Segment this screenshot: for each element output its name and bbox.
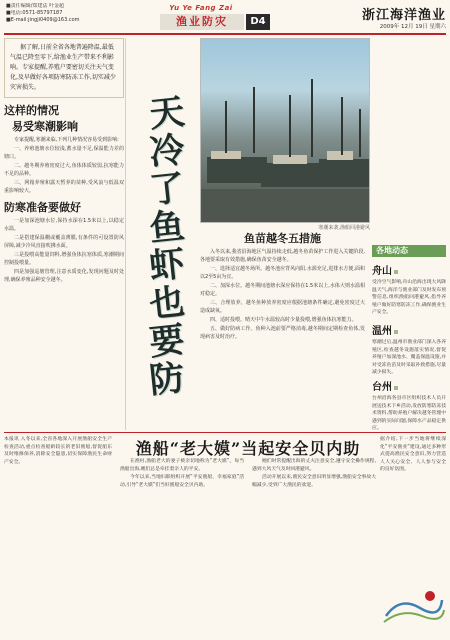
main-headline bbox=[137, 91, 197, 415]
section-heading-preparation bbox=[4, 199, 124, 215]
email-line: ■E-mail:jingji0409@163.com bbox=[6, 17, 80, 23]
section-body-conditions bbox=[4, 136, 124, 195]
harbor-photo bbox=[200, 38, 370, 223]
paragraph: 二、加深水位。越冬期间池塘水深应保持在1.5米以上,水体大则水温相对稳定。 bbox=[200, 283, 365, 297]
bottom-article-body bbox=[120, 458, 376, 490]
paragraph: 活动开展以来,渔民安全意识明显增强,渔船安全事故大幅减少,受到广大渔民的欢迎。 bbox=[252, 475, 376, 488]
bottom-right-text: 据介绍,下一步当地将继续深化“平安渔业”建设,通过多种形式提高渔民安全意识,努力营造人人关心安全、人人参与安全的良好氛围。 bbox=[380, 437, 446, 473]
paragraph: 一、选择适宜越冬场所。越冬池应背风向阳,水源充足,进排水方便,面积以2至5亩为宜。 bbox=[200, 266, 365, 280]
left-column bbox=[4, 38, 124, 285]
paragraph: 二是搭建保温棚或覆盖薄膜,有条件的可设置防风屏障,减少冷风直接吹拂水面。 bbox=[4, 235, 124, 249]
photo-caption: 寒潮来袭,渔船回港避风 bbox=[318, 225, 370, 231]
paragraph: 一、养殖池塘水位较浅,蓄水量不足,保温能力差的塘口。 bbox=[4, 146, 124, 160]
headline-char: 鱼 bbox=[147, 205, 187, 250]
bottom-article-title: 渔船“老大嫫”当起安全贝内助 bbox=[135, 439, 361, 458]
middle-article-title: 鱼苗越冬五措施 bbox=[244, 232, 321, 245]
headline-char: 冷 bbox=[147, 129, 187, 174]
headline-char: 要 bbox=[147, 319, 187, 364]
section-heading-conditions bbox=[4, 102, 124, 134]
bottom-left-text: 本报讯 入冬以来,全省各地深入开展渔船安全生产检查活动,重点检查船龄较长的老旧渔船,督促船东及时维修保养,消除安全隐患,切实保障渔民生命财产安全。 bbox=[4, 437, 112, 465]
paragraph: 三、合理放养。越冬鱼种放养密度应根据池塘条件确定,避免密度过大造成缺氧。 bbox=[200, 300, 365, 314]
paragraph: 专家提醒,寒潮来临,下列几种情况容易受到影响: bbox=[14, 137, 119, 143]
region-text: 受冷空气影响,舟山沿海出现大风降温天气,海洋与渔业部门及时发布预警信息,组织渔船回港避风,指导养殖户做好防寒防冻工作,确保渔业生产安全。 bbox=[372, 280, 446, 316]
paragraph: 在渔村,渔船老大的妻子被亲切地称为“老大嫫”。每当渔船出海,她们总是牵挂着亲人的平安。 bbox=[120, 459, 244, 472]
region-zhoushan bbox=[372, 262, 446, 317]
editor-line: ■责任编辑/郑建法 叶金超 bbox=[6, 3, 64, 9]
paragraph: 三、网箱养殖和露天暂养的苗种,受风浪与低温双重影响较大。 bbox=[4, 180, 124, 194]
page-number-badge: D4 bbox=[246, 14, 270, 30]
paragraph: 五、做好防病工作。鱼种入池前要严格消毒,越冬期间定期检查鱼体,发现病害及时治疗。 bbox=[200, 326, 365, 340]
newspaper-name: 浙江海洋渔业 bbox=[361, 8, 446, 23]
header-rule bbox=[4, 33, 446, 35]
column-pinyin: Yu Ye Fang Zai bbox=[169, 4, 233, 12]
column-name: 渔业防灾 bbox=[160, 14, 244, 30]
headline-char: 天 bbox=[147, 91, 187, 136]
paragraph: 三是投喂高能量饲料,增强鱼体抗寒体质,寒潮期间控制投喂量。 bbox=[4, 252, 124, 266]
headline-char: 防 bbox=[147, 357, 187, 402]
section-heading-line: 这样的情况 bbox=[4, 104, 59, 117]
region-name: 舟山 bbox=[372, 266, 392, 277]
paragraph: 二、越冬期养殖密度过大,鱼体体质较弱,抗寒能力不足的品种。 bbox=[4, 163, 124, 177]
issue-date: 2009年 12月 19日 星期六 bbox=[379, 24, 446, 30]
region-text: 台州沿海各县市区组织技术人员开展送技术下乡活动,发放防寒防冻技术资料,帮助养殖户解决越冬管理中遇到的实际问题,保障水产品稳定供应。 bbox=[372, 396, 446, 432]
section-heading-line: 防寒准备要做好 bbox=[4, 201, 81, 214]
phone-line: ■电话:0571-85797187 bbox=[6, 10, 63, 16]
paragraph: 她们时常提醒出海的丈夫注意安全,遵守安全操作规程,遇到大风天气及时回港避风。 bbox=[252, 459, 376, 472]
headline-char: 了 bbox=[147, 167, 187, 212]
headline-char: 也 bbox=[147, 281, 187, 326]
editor-info bbox=[6, 3, 121, 24]
paragraph: 今年以来,当地妇联组织开展“平安渔船、幸福家庭”活动,引导“老大嫫”们当好渔船安全贝内助。 bbox=[120, 475, 244, 488]
region-wenzhou bbox=[372, 322, 446, 377]
paragraph: 四是加强巡塘管理,注意水质变化,发现问题及时处理,确保养殖品种安全越冬。 bbox=[4, 269, 124, 283]
intro-box: 据了解,日前全省各地普遍降温,最低气温已降至零下,给渔业生产带来不利影响。专家提醒,养殖户要密切关注天气变化,及早做好各项防寒防冻工作,切实减少灾害损失。 bbox=[4, 38, 124, 98]
region-name: 温州 bbox=[372, 326, 392, 337]
page-header bbox=[0, 0, 450, 34]
headline-char: 虾 bbox=[147, 243, 187, 288]
paragraph: 一是加深池塘水位,保持水深在1.5米以上,以稳定水温。 bbox=[4, 218, 124, 232]
section-body-preparation bbox=[4, 217, 124, 284]
region-taizhou bbox=[372, 378, 446, 433]
column-divider bbox=[125, 38, 126, 430]
paragraph: 入冬以来,我省沿海地区气温持续走低,越冬鱼苗保护工作进入关键阶段,各地要采取有效措施,确保鱼苗安全越冬。 bbox=[200, 249, 365, 263]
safety-campaign-logo bbox=[380, 586, 446, 630]
region-text: 寒潮过后,温州市渔业部门深入各养殖区,检查越冬设施落实情况,督促养殖户加深池水、覆盖保温设施,并对受冻鱼苗及时采取补救措施,尽量减少损失。 bbox=[372, 340, 446, 376]
region-name: 台州 bbox=[372, 382, 392, 393]
middle-article-body bbox=[200, 248, 365, 342]
regional-news-header: 各地动态 bbox=[372, 245, 446, 257]
paragraph: 四、适时投喂。晴天中午水温较高时少量投喂,增强鱼体抗寒能力。 bbox=[210, 317, 357, 323]
safety-logo-icon bbox=[380, 586, 446, 630]
bottom-rule bbox=[4, 432, 446, 433]
section-heading-subline: 易受寒潮影响 bbox=[12, 120, 78, 133]
